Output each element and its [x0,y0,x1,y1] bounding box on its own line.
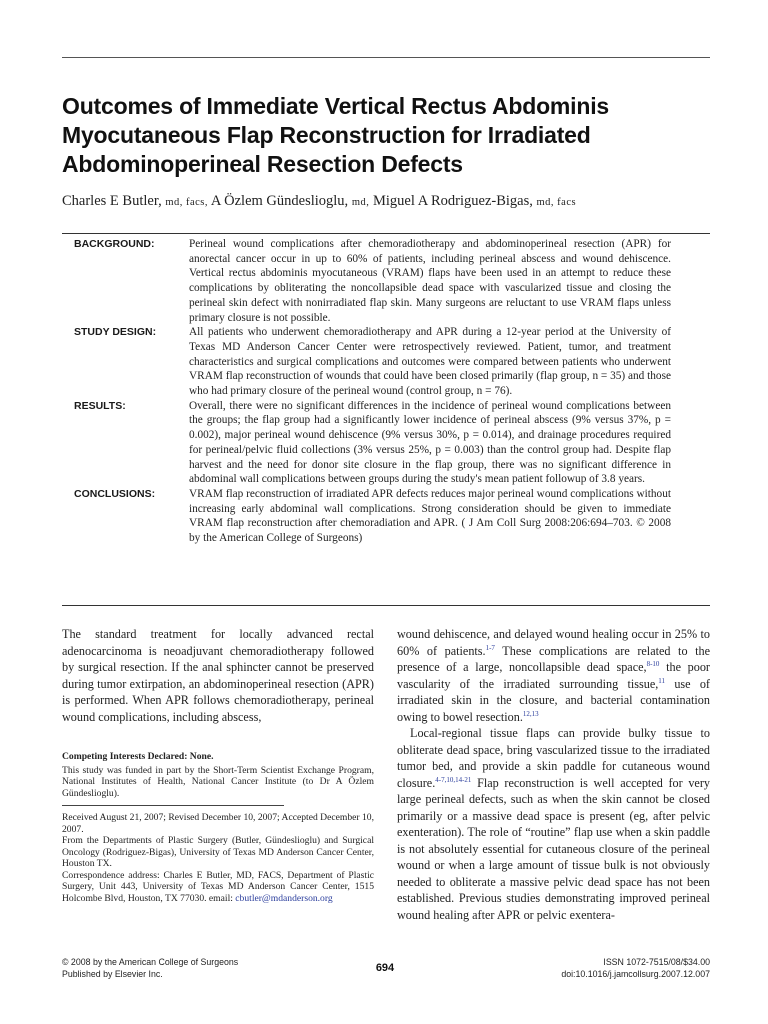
author-1-degrees: md, facs, [165,197,209,208]
conclusions-label: CONCLUSIONS: [74,487,156,500]
author-2: A Özlem Gündeslioglu, [210,193,349,209]
page-number: 694 [375,962,395,974]
citation-link[interactable]: 11 [658,676,666,685]
footer-right [561,956,710,980]
author-line [62,193,710,210]
abstract-background [62,237,710,325]
citation-link[interactable]: 1-7 [485,643,495,652]
background-text: Perineal wound complications after chemoradiotherapy and abdominoperineal resection (APR) for anorectal cancer occur in up to 60% of patients, including perineal abscess and wound dehiscence. Vertical rectus abdominis myocutaneous (VRAM) flaps have been used in an attempt to reduce these complications by obliterating the noncollapsible dead space with vascularized tissue and closing the perineal skin defect with nonirradiated flap skin. Many surgeons are reluctant to use VRAM flaps unless primary closure is not possible. [189,238,671,324]
correspondence [62,870,374,905]
author-3: Miguel A Rodriguez-Bigas, [372,193,533,209]
affiliations: From the Departments of Plastic Surgery (Butler, Gündeslioglu) and Surgical Oncology (Rodriguez-Bigas), University of Texas MD Anderson Cancer Center, Houston TX. [62,835,374,869]
email-link[interactable]: cbutler@mdanderson.org [235,892,333,904]
top-rule [62,57,710,58]
doi-link[interactable]: doi:10.1016/j.jamcollsurg.2007.12.007 [561,969,710,979]
author-1: Charles E Butler, [62,193,162,209]
author-2-degrees: md, [351,197,370,208]
article-title: Outcomes of Immediate Vertical Rectus Abdominis Myocutaneous Flap Reconstruction for Irradiated Abdominoperineal Resection Defects [62,93,610,177]
abstract-results [62,399,710,487]
footnote-divider [62,805,284,806]
results-label: RESULTS: [74,399,126,412]
issn: ISSN 1072-7515/08/$34.00 [603,957,710,967]
body-column-right [397,626,710,923]
competing-interests: Competing Interests Declared: None. [62,751,214,762]
body-paragraph: Local-regional tissue flaps can provide bulky tissue to obliterate dead space, bring vascularized tissue to the irradiated tumor bed, and provide a skin paddle for cutaneous wound closure.$^{4-7,10,14-21}$ Flap reconstruction is well accepted for very large perineal defects, such as when the skin cannot be closed primarily or a massive dead space is present (eg, after pelvic exenteration). The role of “routine” flap use when a skin paddle is not absolutely essential for cutaneous closure of the perineal wound or when a large amount of tissue bulk is not obviously needed to obliterate a massive pelvic dead space has not been established. Previous studies demonstrating improved perineal wound healing after APR or pelvic exentera- [397,726,710,922]
publisher: Published by Elsevier Inc. [62,969,163,979]
author-3-degrees: md, facs [536,197,577,208]
study-design-label: STUDY DESIGN: [74,326,157,339]
received-dates: Received August 21, 2007; Revised December 10, 2007; Accepted December 10, 2007. [62,812,374,835]
correspondence-text: Correspondence address: Charles E Butler, MD, FACS, Department of Plastic Surgery, Unit 443, University of Texas MD Anderson Cancer Center, 1515 Holcombe Blvd, Houston, TX 77030. email: [62,869,374,904]
citation-link[interactable]: 4-7,10,14-21 [435,775,472,784]
copyright: © 2008 by the American College of Surgeons [62,957,239,967]
citation-link[interactable]: 8-10 [646,659,660,668]
conclusions-text: VRAM flap reconstruction of irradiated APR defects reduces major perineal wound complications without increasing early abdominal wall complications. Strong consideration should be given to immediate VRAM flap reconstruction after chemoradiation and APR. ( J Am Coll Surg 2008:206:694–703. © 2008 by the American College of Surgeons) [189,487,671,545]
abstract-conclusions [62,487,710,546]
abstract-study-design [62,325,710,399]
background-label: BACKGROUND: [74,238,155,250]
funding-note: This study was funded in part by the Short-Term Scientist Exchange Program, National Institutes of Health, National Cancer Institute (to Dr A Özlem Gündeslioglu). [62,764,374,799]
results-text: Overall, there were no significant differences in the incidence of perineal wound complications between the groups; the flap group had a significantly lower incidence of perineal abscess (9% versus 37%, p = 0.002), major perineal wound dehiscence (9% versus 30%, p = 0.014), and drainage procedures required for perineal/pelvic fluid collections (3% versus 25%, p = 0.003) than the control group had. Despite flap harvest and the need for donor site closure in the flap group, there was no significant difference in abdominal wall complications between groups during the study's mean patient followup of 3.8 years. [189,399,671,486]
abstract-rule-top [62,233,710,234]
citation-link[interactable]: 12,13 [522,709,539,718]
abstract [62,237,710,546]
abstract-rule-bottom [62,605,710,606]
study-design-text: All patients who underwent chemoradiotherapy and APR during a 12-year period at the University of Texas MD Anderson Cancer Center were retrospectively reviewed. Patient, tumor, and treatment characteristics and surgical complications and outcomes were compared between patients who underwent VRAM flap reconstruction of wounds that could have been closed primarily (flap group, n = 35) and those who had primary closure of the perineal wound (control group, n = 76). [189,326,671,398]
body-paragraph: wound dehiscence, and delayed wound healing occur in 25% to 60% of patients.$^{1-7}$ These complications are related to the presence of a large, noncollapsible dead space,$^{8-10}$ the poor vascularity of the irradiated surrounding tissue,$^{11}$ use of irradiated skin in the closure, and bacterial contamination owing to bowel resection.$^{12,13}$ [397,627,710,724]
footer-left [62,956,238,980]
footnotes [62,751,374,904]
body-paragraph: The standard treatment for locally advanced rectal adenocarcinoma is neoadjuvant chemoradiotherapy followed by surgical resection. If the anal sphincter cannot be preserved during tumor extirpation, an abdominoperineal resection (APR) is performed. When APR follows chemoradiotherapy, perineal wound complications, including abscess, [62,627,374,724]
body-column-left [62,626,374,725]
